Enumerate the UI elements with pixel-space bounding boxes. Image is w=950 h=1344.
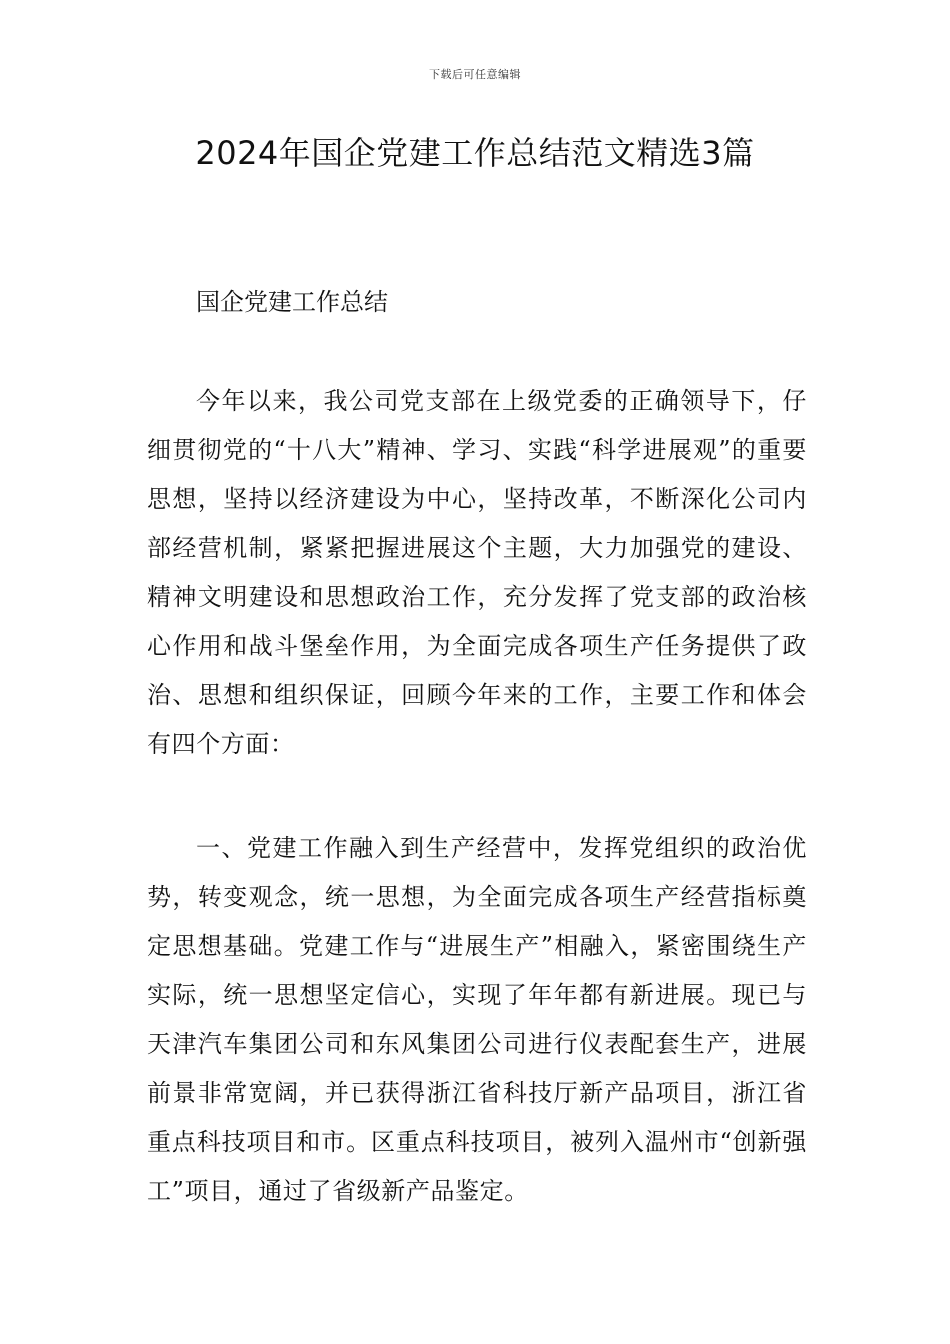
body-paragraph-2: 一、党建工作融入到生产经营中，发挥党组织的政治优势，转变观念，统一思想，为全面完成各项生产经营指标奠定思想基础。党建工作与“进展生产”相融入，紧密围绕生产实际，统一思想坚定信心，实现了年年都有新进展。现已与天津汽车集团公司和东风集团公司进行仪表配套生产，进展前景非常宽阔，并已获得浙江省科技厅新产品项目，浙江省重点科技项目和市。区重点科技项目，被列入温州市“创新强工”项目，通过了省级新产品鉴定。 <box>147 834 807 1205</box>
document-title: 2024年国企党建工作总结范文精选3篇 <box>195 134 755 172</box>
header-note: 下载后可任意编辑 <box>429 68 521 81</box>
body-paragraph-1: 今年以来，我公司党支部在上级党委的正确领导下，仔细贯彻党的“十八大”精神、学习、实践“科学进展观”的重要思想，坚持以经济建设为中心，坚持改革，不断深化公司内部经营机制，紧紧把握进展这个主题，大力加强党的建设、精神文明建设和思想政治工作，充分发挥了党支部的政治核心作用和战斗堡垒作用，为全面完成各项生产任务提供了政治、思想和组织保证，回顾今年来的工作，主要工作和体会有四个方面： <box>147 387 807 758</box>
section-heading: 国企党建工作总结 <box>196 288 388 316</box>
